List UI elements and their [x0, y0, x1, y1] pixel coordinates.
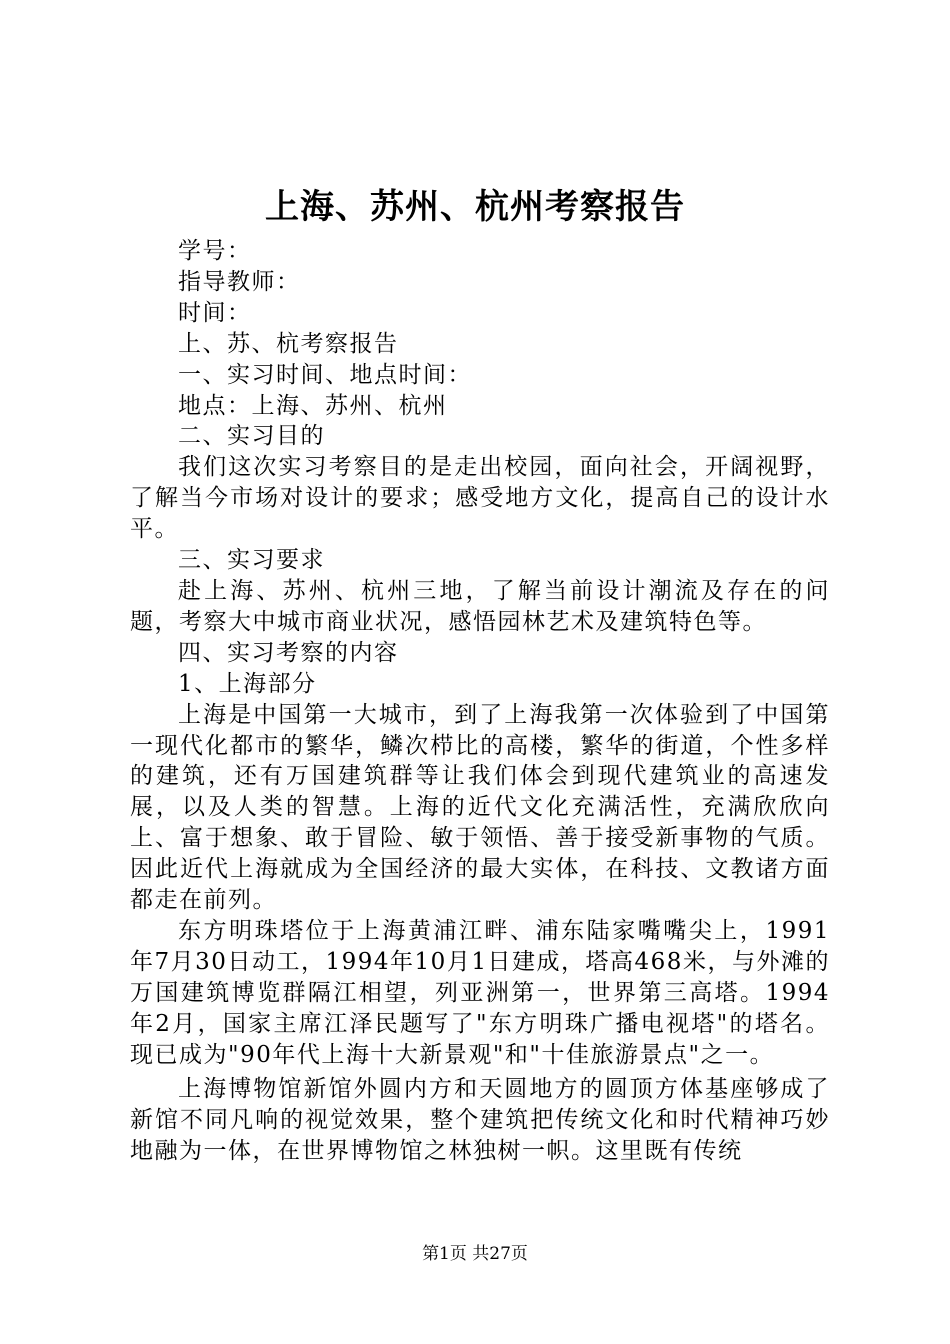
section-content-heading: 四、实习考察的内容 [178, 639, 399, 666]
requirements-paragraph: 赴上海、苏州、杭州三地，了解当前设计潮流及存在的问题，考察大中城市商业状况，感悟园林艺术及建筑特色等。 [130, 577, 830, 635]
section-time-place-heading: 一、实习时间、地点时间： [178, 361, 472, 388]
museum-paragraph: 上海博物馆新馆外圆内方和天圆地方的圆顶方体基座够成了新馆不同凡响的视觉效果，整个建筑把传统文化和时代精神巧妙地融为一体，在世界博物馆之林独树一帜。这里既有传统 [130, 1076, 830, 1165]
shanghai-subheading: 1、上海部分 [178, 670, 317, 697]
report-subtitle: 上、苏、杭考察报告 [178, 330, 399, 357]
purpose-paragraph: 我们这次实习考察目的是走出校园，面向社会，开阔视野，了解当今市场对设计的要求；感受地方文化，提高自己的设计水平。 [130, 454, 830, 543]
section-requirements-heading: 三、实习要求 [178, 547, 325, 574]
location-line: 地点：上海、苏州、杭州 [178, 392, 448, 419]
date-label: 时间： [178, 299, 252, 326]
page-footer: 第1页 共27页 [422, 1244, 528, 1264]
advisor-label: 指导教师： [178, 268, 301, 295]
document-title: 上海、苏州、杭州考察报告 [265, 187, 685, 227]
shanghai-paragraph: 上海是中国第一大城市，到了上海我第一次体验到了中国第一现代化都市的繁华，鳞次栉比的高楼，繁华的街道，个性多样的建筑，还有万国建筑群等让我们体会到现代建筑业的高速发展，以及人类的智慧。上海的近代文化充满活性，充满欣欣向上、富于想象、敢于冒险、敏于领悟、善于接受新事物的气质。因此近代上海就成为全国经济的最大实体，在科技、文教诸方面都走在前列。 [130, 701, 830, 914]
document-body [130, 236, 830, 1167]
oriental-pearl-paragraph: 东方明珠塔位于上海黄浦江畔、浦东陆家嘴嘴尖上，1991年7月30日动工，1994年10月1日建成，塔高468米，与外滩的万国建筑博览群隔江相望，列亚洲第一，世界第三高塔。1994年2月，国家主席江泽民题写了"东方明珠广播电视塔"的塔名。现已成为"90年代上海十大新景观"和"十佳旅游景点"之一。 [130, 917, 830, 1068]
section-purpose-heading: 二、实习目的 [178, 423, 325, 450]
student-id-label: 学号： [178, 238, 252, 264]
